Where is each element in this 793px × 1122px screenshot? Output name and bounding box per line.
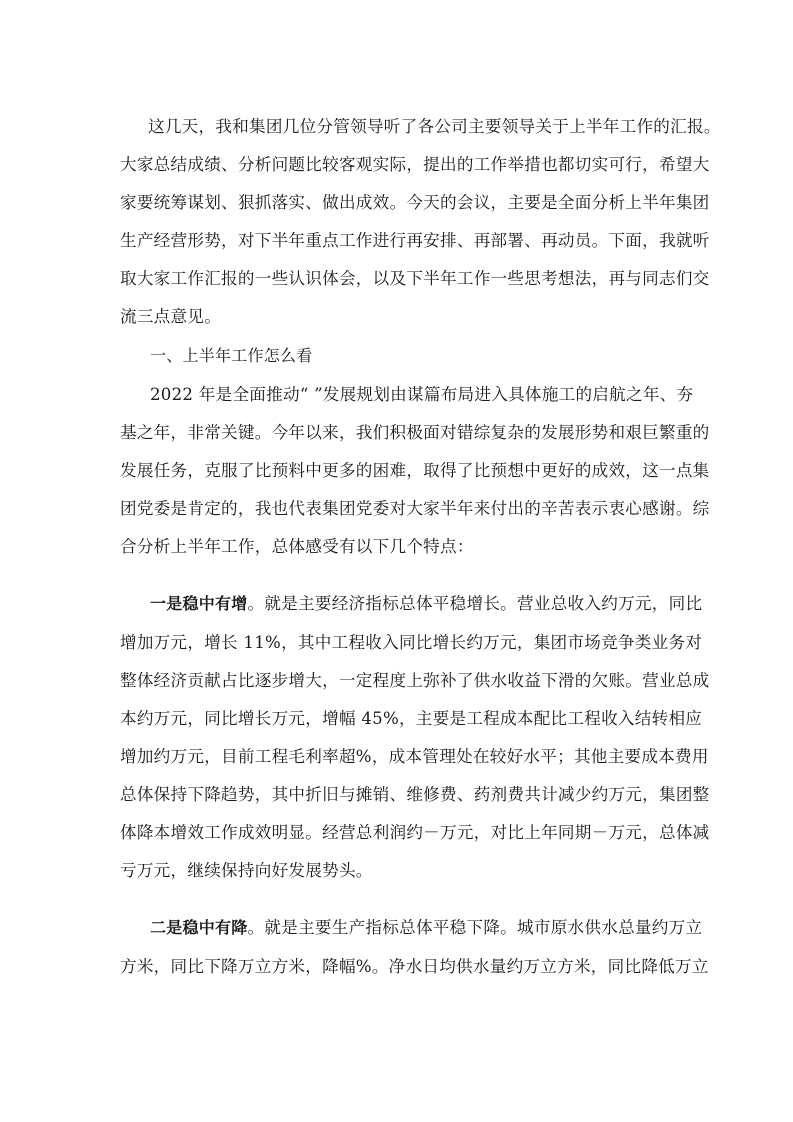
- paragraph-3-line-8: 亏万元，继续保持向好发展势头。: [120, 861, 373, 880]
- paragraph-3-line-5: 增加约万元，目前工程毛利率超%，成本管理处在较好水平；其他主要成本费用: [120, 747, 709, 766]
- paragraph-4-line-1: [150, 918, 703, 938]
- paragraph-4-lead: 二是稳中有降: [150, 918, 248, 937]
- paragraph-2-line-1: 2022 年是全面推动“ ”发展规划由谋篇布局进入具体施工的启航之年、夯: [150, 385, 694, 404]
- paragraph-2-line-2: 基之年，非常关键。今年以来，我们积极面对错综复杂的发展形势和艰巨繁重的: [120, 423, 710, 442]
- paragraph-3-lead: 一是稳中有增: [150, 594, 248, 613]
- paragraph-1-line-6: 流三点意见。: [120, 307, 222, 326]
- paragraph-1-line-5: 取大家工作汇报的一些认识体会，以及下半年工作一些思考想法，再与同志们交: [120, 269, 710, 288]
- paragraph-4-line-2: 方米，同比下降万立方米，降幅%。净水日均供水量约万立方米，同比降低万立: [120, 957, 709, 976]
- paragraph-3-line-4: 本约万元，同比增长万元，增幅 45%，主要是工程成本配比工程收入结转相应: [120, 709, 703, 728]
- paragraph-1-line-1: 这几天，我和集团几位分管领导听了各公司主要领导关于上半年工作的汇报。: [148, 117, 721, 136]
- paragraph-2-line-4: 团党委是肯定的，我也代表集团党委对大家半年来付出的辛苦表示衷心感谢。综: [120, 499, 710, 518]
- paragraph-2-line-3: 发展任务，克服了比预料中更多的困难，取得了比预想中更好的成效，这一点集: [120, 461, 710, 480]
- paragraph-3-line-2: 增加万元，增长 11%，其中工程收入同比增长约万元，集团市场竞争类业务对: [120, 633, 703, 652]
- paragraph-1-line-4: 生产经营形势，对下半年重点工作进行再安排、再部署、再动员。下面，我就听: [120, 231, 710, 250]
- paragraph-1-line-2: 大家总结成绩、分析问题比较客观实际，提出的工作举措也都切实可行，希望大: [120, 155, 710, 174]
- paragraph-3-line-1: [150, 594, 703, 614]
- section-heading-1: 一、上半年工作怎么看: [150, 346, 313, 365]
- paragraph-3-line-7: 体降本增效工作成效明显。经营总利润约－万元，对比上年同期－万元，总体减: [120, 823, 710, 842]
- paragraph-3-line-3: 整体经济贡献占比逐步增大，一定程度上弥补了供水收益下滑的欠账。营业总成: [120, 671, 710, 690]
- paragraph-4-first-rest: 。就是主要生产指标总体平稳下降。城市原水供水总量约万立: [247, 918, 703, 937]
- paragraph-2-line-5: 合分析上半年工作，总体感受有以下几个特点：: [120, 537, 474, 556]
- paragraph-3-first-rest: 。就是主要经济指标总体平稳增长。营业总收入约万元，同比: [247, 594, 703, 613]
- paragraph-1-line-3: 家要统筹谋划、狠抓落实、做出成效。今天的会议，主要是全面分析上半年集团: [120, 193, 710, 212]
- paragraph-3-line-6: 总体保持下降趋势，其中折旧与摊销、维修费、药剂费共计减少约万元，集团整: [120, 785, 710, 804]
